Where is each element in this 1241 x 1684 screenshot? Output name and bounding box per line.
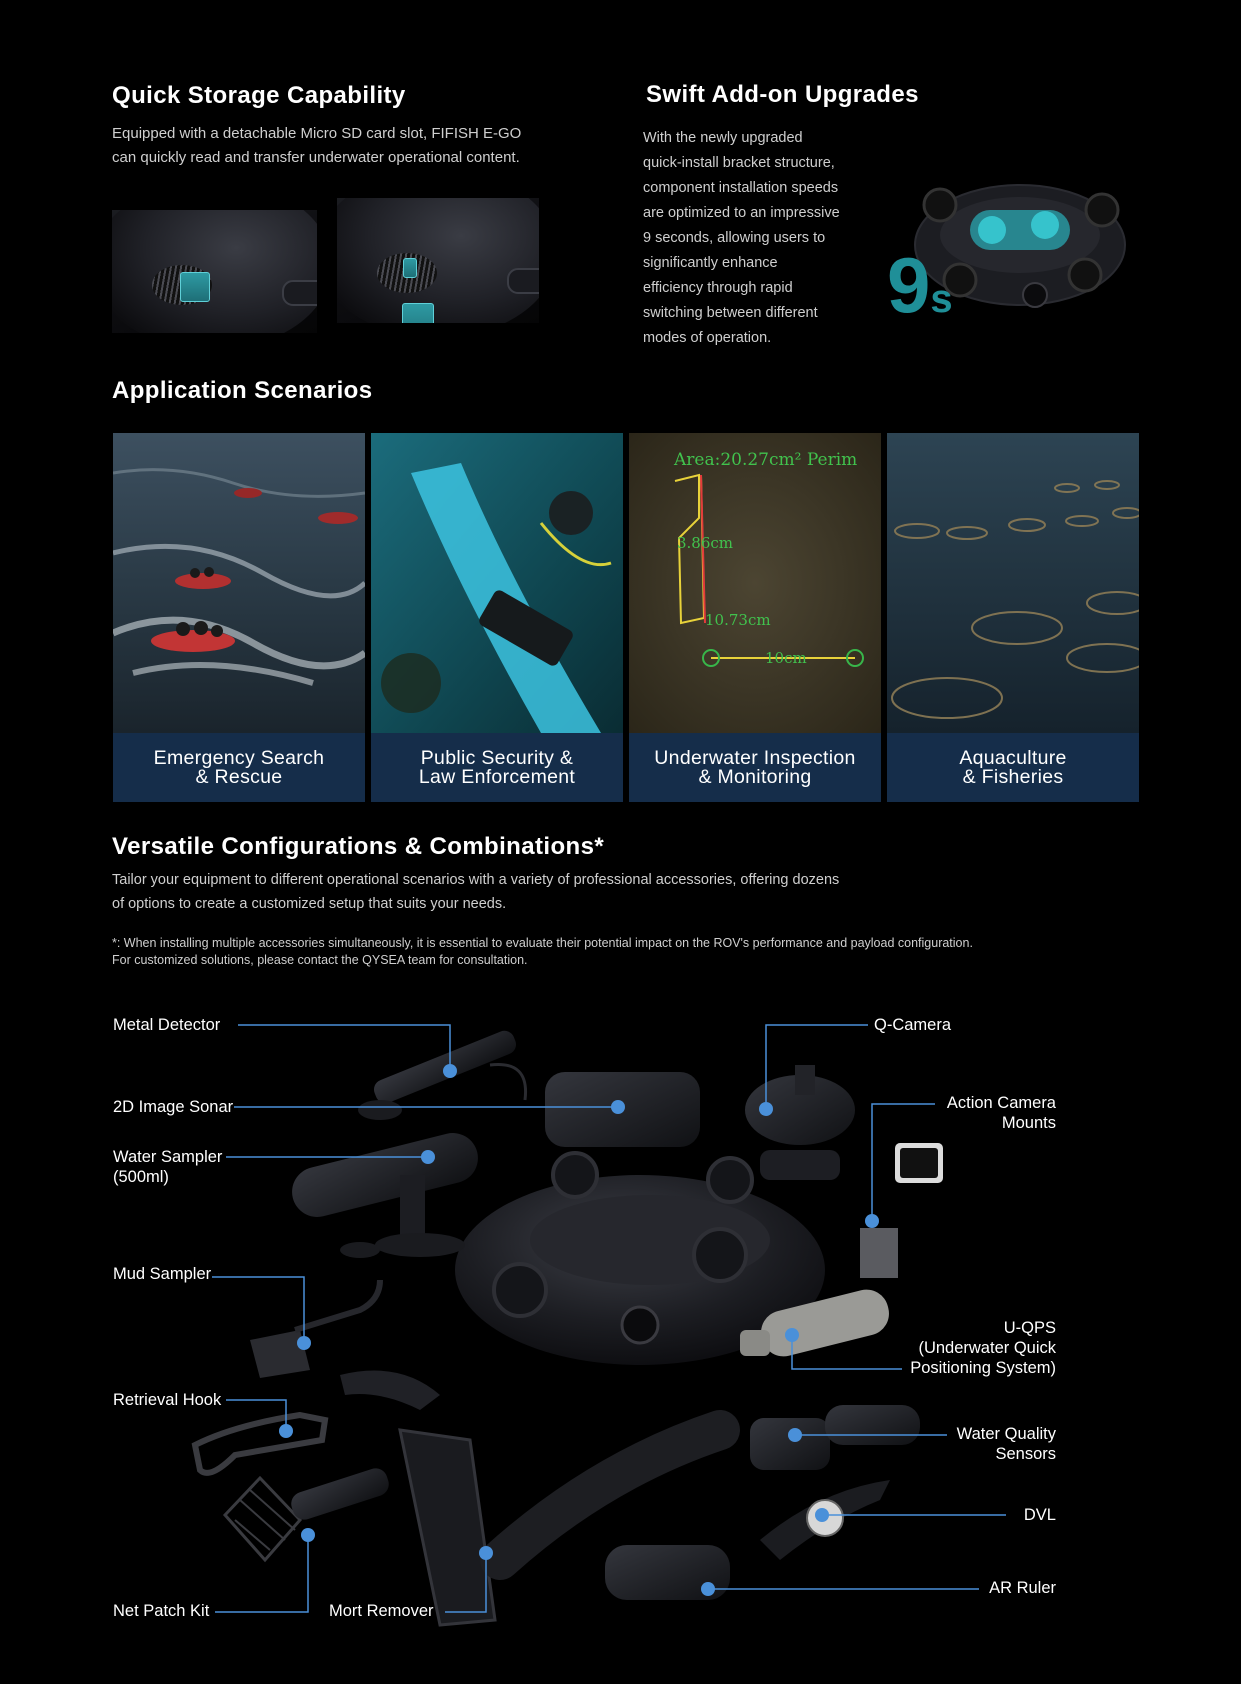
label-water-sampler: Water Sampler (500ml) — [113, 1148, 223, 1186]
label-water-quality: Water Quality Sensors — [956, 1425, 1056, 1463]
label-retrieval-hook: Retrieval Hook — [113, 1391, 222, 1409]
scenario-label: Aquaculture & Fisheries — [959, 746, 1067, 788]
configs-desc-line: Tailor your equipment to different operational scenarios with a variety of professional accessories, offering dozens — [112, 872, 840, 888]
configs-title: Versatile Configurations & Combinations* — [112, 833, 605, 860]
label-q-camera: Q-Camera — [874, 1016, 952, 1034]
upgrades-line: With the newly upgraded — [643, 130, 803, 146]
badge-number: 9 — [887, 241, 931, 329]
water-quality-part — [750, 1405, 920, 1470]
scenario-label: Underwater Inspection & Monitoring — [654, 746, 856, 788]
measure-text: 10cm — [765, 649, 807, 667]
upgrades-line: 9 seconds, allowing users to — [643, 230, 826, 246]
label-image-sonar: 2D Image Sonar — [113, 1098, 234, 1116]
label-metal-detector: Metal Detector — [113, 1016, 221, 1034]
measure-text: 10.73cm — [705, 611, 771, 629]
upgrades-line: modes of operation. — [643, 330, 772, 346]
configs-desc-line: of options to create a customized setup that suits your needs. — [112, 896, 507, 912]
scenario-label: Public Security & Law Enforcement — [418, 746, 576, 788]
q-camera-part — [745, 1065, 855, 1180]
label-action-camera: Action Camera Mounts — [946, 1094, 1056, 1132]
retrieval-hook-part — [195, 1415, 325, 1473]
upgrades-title: Swift Add-on Upgrades — [646, 81, 919, 108]
scenario-label: Emergency Search & Rescue — [153, 746, 325, 788]
label-dvl: DVL — [1023, 1506, 1056, 1524]
upgrades-line: switching between different — [643, 305, 818, 321]
measure-text: 3.86cm — [677, 534, 734, 552]
storage-desc-line: Equipped with a detachable Micro SD card slot, FIFISH E-GO — [112, 125, 522, 142]
upgrades-line: quick-install bracket structure, — [643, 155, 835, 171]
label-uqps: U-QPS (Underwater Quick Positioning System) — [910, 1319, 1056, 1377]
metal-detector-part — [358, 1028, 526, 1120]
mud-sampler-part — [250, 1280, 380, 1378]
footnote-line: *: When installing multiple accessories simultaneously, it is essential to evaluate their potential impact on the ROV's performance and payload configuration. — [112, 936, 973, 950]
upgrades-line: are optimized to an impressive — [643, 205, 840, 221]
water-sampler-part — [287, 1128, 483, 1258]
tray-part — [340, 1371, 440, 1411]
badge-unit: s — [930, 277, 953, 321]
footnote-line: For customized solutions, please contact the QYSEA team for consultation. — [112, 953, 528, 967]
label-ar-ruler: AR Ruler — [989, 1579, 1056, 1597]
storage-title: Quick Storage Capability — [112, 82, 406, 109]
storage-desc-line: can quickly read and transfer underwater operational content. — [112, 149, 520, 166]
upgrades-line: efficiency through rapid — [643, 280, 793, 296]
label-mort-remover: Mort Remover — [329, 1602, 434, 1620]
label-net-patch-kit: Net Patch Kit — [113, 1602, 210, 1620]
measure-area-text: Area:20.27cm² Perim — [674, 450, 858, 470]
scenarios-title: Application Scenarios — [112, 377, 373, 404]
upgrades-line: significantly enhance — [643, 255, 778, 271]
label-mud-sampler: Mud Sampler — [113, 1265, 212, 1283]
upgrades-line: component installation speeds — [643, 180, 839, 196]
